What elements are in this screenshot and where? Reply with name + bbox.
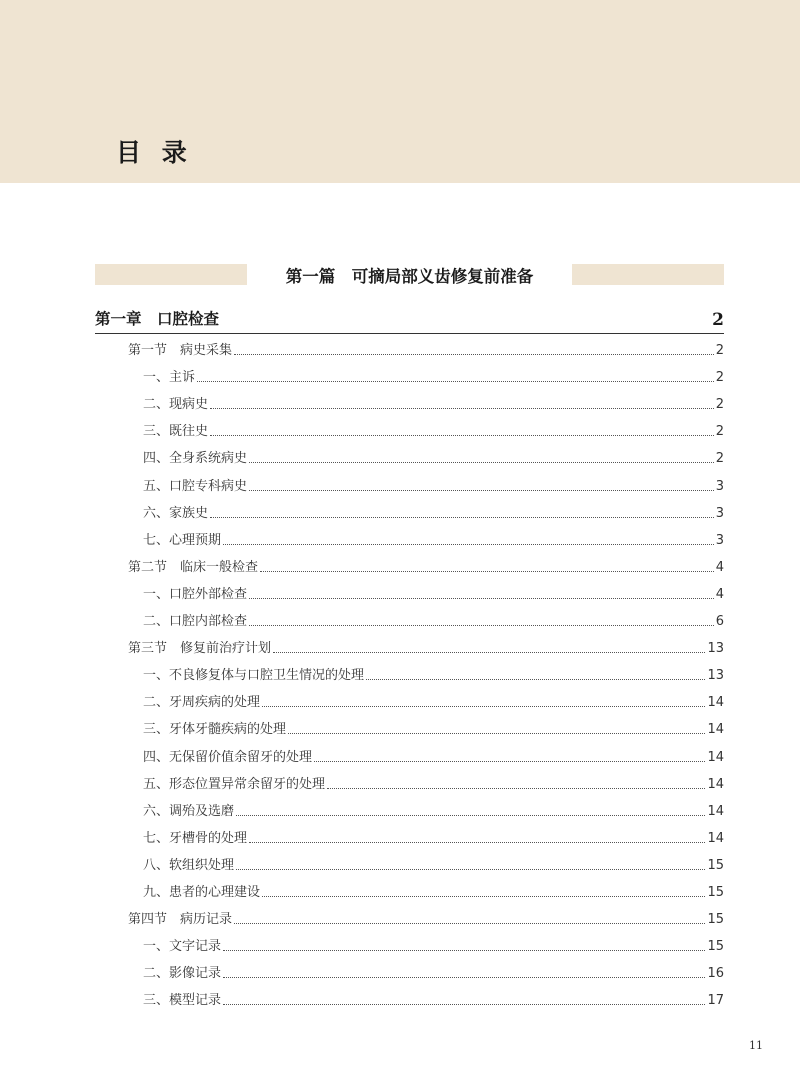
toc-item-row[interactable] xyxy=(143,691,724,711)
toc-section-row[interactable] xyxy=(128,908,724,928)
toc-entry-label: 二、现病史 xyxy=(143,397,209,413)
toc-dot-leader xyxy=(262,896,705,897)
toc-item-row[interactable] xyxy=(143,583,724,603)
page-title: 目 录 xyxy=(116,138,193,167)
toc-dot-leader xyxy=(223,950,705,951)
toc-dot-leader xyxy=(262,706,705,707)
toc-entry-label: 一、文字记录 xyxy=(143,939,222,955)
toc-entry-label: 九、患者的心理建设 xyxy=(143,885,261,900)
toc-entry-page: 14 xyxy=(707,776,724,792)
toc-entry-page: 14 xyxy=(707,749,724,765)
toc-item-row[interactable] xyxy=(143,366,724,386)
toc-entry-label: 二、口腔内部检查 xyxy=(143,614,248,629)
toc-entry-page: 2 xyxy=(715,343,724,358)
part-heading-bar xyxy=(95,264,724,285)
toc-item-row[interactable] xyxy=(143,393,724,413)
toc-entry-page: 13 xyxy=(707,641,724,657)
toc-entry-label: 五、形态位置异常余留牙的处理 xyxy=(143,776,326,792)
toc-entry-label: 四、全身系统病史 xyxy=(143,451,248,467)
toc-item-row[interactable] xyxy=(143,854,724,874)
toc-entry-label: 六、家族史 xyxy=(143,505,209,521)
toc-entry-page: 2 xyxy=(715,424,724,440)
toc-item-row[interactable] xyxy=(143,610,724,630)
toc-dot-leader xyxy=(249,625,714,626)
toc-dot-leader xyxy=(314,761,705,762)
toc-item-row[interactable] xyxy=(143,447,724,467)
toc-entry-page: 14 xyxy=(707,830,724,846)
part-bar-shade-right xyxy=(572,264,724,285)
part-bar-shade-left xyxy=(95,264,247,285)
toc-item-row[interactable] xyxy=(143,718,724,738)
toc-entry-label: 第一节 病史采集 xyxy=(128,343,233,358)
toc-entry-page: 6 xyxy=(715,614,724,629)
toc-dot-leader xyxy=(210,408,714,409)
toc-entry-page: 3 xyxy=(715,478,724,494)
toc-entry-page: 16 xyxy=(707,966,724,982)
toc-entry-label: 第二节 临床一般检查 xyxy=(128,559,259,575)
toc-item-row[interactable] xyxy=(143,502,724,522)
toc-dot-leader xyxy=(210,517,714,518)
toc-item-row[interactable] xyxy=(143,800,724,820)
toc-dot-leader xyxy=(223,544,714,545)
toc-entry-page: 15 xyxy=(707,857,724,873)
toc-item-row[interactable] xyxy=(143,881,724,901)
toc-item-row[interactable] xyxy=(143,746,724,766)
toc-entry-label: 二、牙周疾病的处理 xyxy=(143,695,261,711)
toc-item-row[interactable] xyxy=(143,475,724,495)
toc-dot-leader xyxy=(234,354,714,355)
toc-section-row[interactable] xyxy=(128,556,724,576)
toc-entry-label: 三、模型记录 xyxy=(143,993,222,1009)
toc-dot-leader xyxy=(249,842,705,843)
toc-entry-page: 15 xyxy=(707,939,724,955)
toc-dot-leader xyxy=(288,733,705,734)
chapter-page: 2 xyxy=(712,310,724,330)
toc-item-row[interactable] xyxy=(143,420,724,440)
toc-item-row[interactable] xyxy=(143,773,724,793)
toc-dot-leader xyxy=(249,598,714,599)
toc-item-row[interactable] xyxy=(143,827,724,847)
toc-dot-leader xyxy=(260,571,714,572)
toc-section-row[interactable] xyxy=(128,339,724,359)
toc-entry-page: 14 xyxy=(707,803,724,819)
toc-entry-label: 三、既往史 xyxy=(143,424,209,440)
page-number: 11 xyxy=(749,1039,763,1052)
toc-entry-page: 17 xyxy=(707,993,724,1009)
toc-entry-page: 14 xyxy=(707,695,724,711)
part-title: 第一篇 可摘局部义齿修复前准备 xyxy=(285,266,534,286)
toc-entry-page: 2 xyxy=(715,397,724,413)
toc-dot-leader xyxy=(273,652,705,653)
toc-dot-leader xyxy=(249,462,714,463)
toc-dot-leader xyxy=(249,490,714,491)
toc-entry-page: 14 xyxy=(707,722,724,738)
toc-entry-label: 二、影像记录 xyxy=(143,966,222,982)
toc-entry-page: 15 xyxy=(707,912,724,928)
toc-entry-label: 一、不良修复体与口腔卫生情况的处理 xyxy=(143,668,365,684)
toc-section-row[interactable] xyxy=(128,637,724,657)
toc-dot-leader xyxy=(366,679,705,680)
toc-entry-page: 3 xyxy=(715,532,724,548)
toc-entry-label: 第三节 修复前治疗计划 xyxy=(128,641,272,657)
toc-dot-leader xyxy=(197,381,714,382)
toc-item-row[interactable] xyxy=(143,962,724,982)
toc-dot-leader xyxy=(223,977,705,978)
toc-entry-label: 四、无保留价值余留牙的处理 xyxy=(143,749,313,765)
toc-entry-page: 2 xyxy=(715,370,724,386)
toc-entry-label: 一、主诉 xyxy=(143,370,196,386)
toc-entry-page: 3 xyxy=(715,505,724,521)
toc-entry-label: 七、牙槽骨的处理 xyxy=(143,830,248,846)
toc-dot-leader xyxy=(236,869,705,870)
toc-dot-leader xyxy=(236,815,705,816)
toc-entry-label: 五、口腔专科病史 xyxy=(143,478,248,494)
toc-entry-label: 一、口腔外部检查 xyxy=(143,586,248,602)
toc-dot-leader xyxy=(223,1004,705,1005)
toc-item-row[interactable] xyxy=(143,664,724,684)
toc-item-row[interactable] xyxy=(143,935,724,955)
chapter-title: 第一章 口腔检查 xyxy=(95,309,220,328)
chapter-heading[interactable] xyxy=(95,307,724,334)
toc-entry-page: 15 xyxy=(707,885,724,900)
toc-dot-leader xyxy=(234,923,705,924)
header-band xyxy=(0,0,800,183)
toc-entry-page: 13 xyxy=(707,668,724,684)
toc-entry-page: 4 xyxy=(715,586,724,602)
toc-item-row[interactable] xyxy=(143,989,724,1009)
toc-entry-page: 2 xyxy=(715,451,724,467)
toc-dot-leader xyxy=(327,788,705,789)
toc-entry-page: 4 xyxy=(715,559,724,575)
toc-dot-leader xyxy=(210,435,714,436)
toc-entry-label: 第四节 病历记录 xyxy=(128,912,233,928)
toc-item-row[interactable] xyxy=(143,529,724,549)
toc-entry-label: 三、牙体牙髓疾病的处理 xyxy=(143,722,287,738)
toc-entry-label: 八、软组织处理 xyxy=(143,857,235,873)
toc-entry-label: 六、调殆及选磨 xyxy=(143,803,235,819)
toc-entry-label: 七、心理预期 xyxy=(143,532,222,548)
